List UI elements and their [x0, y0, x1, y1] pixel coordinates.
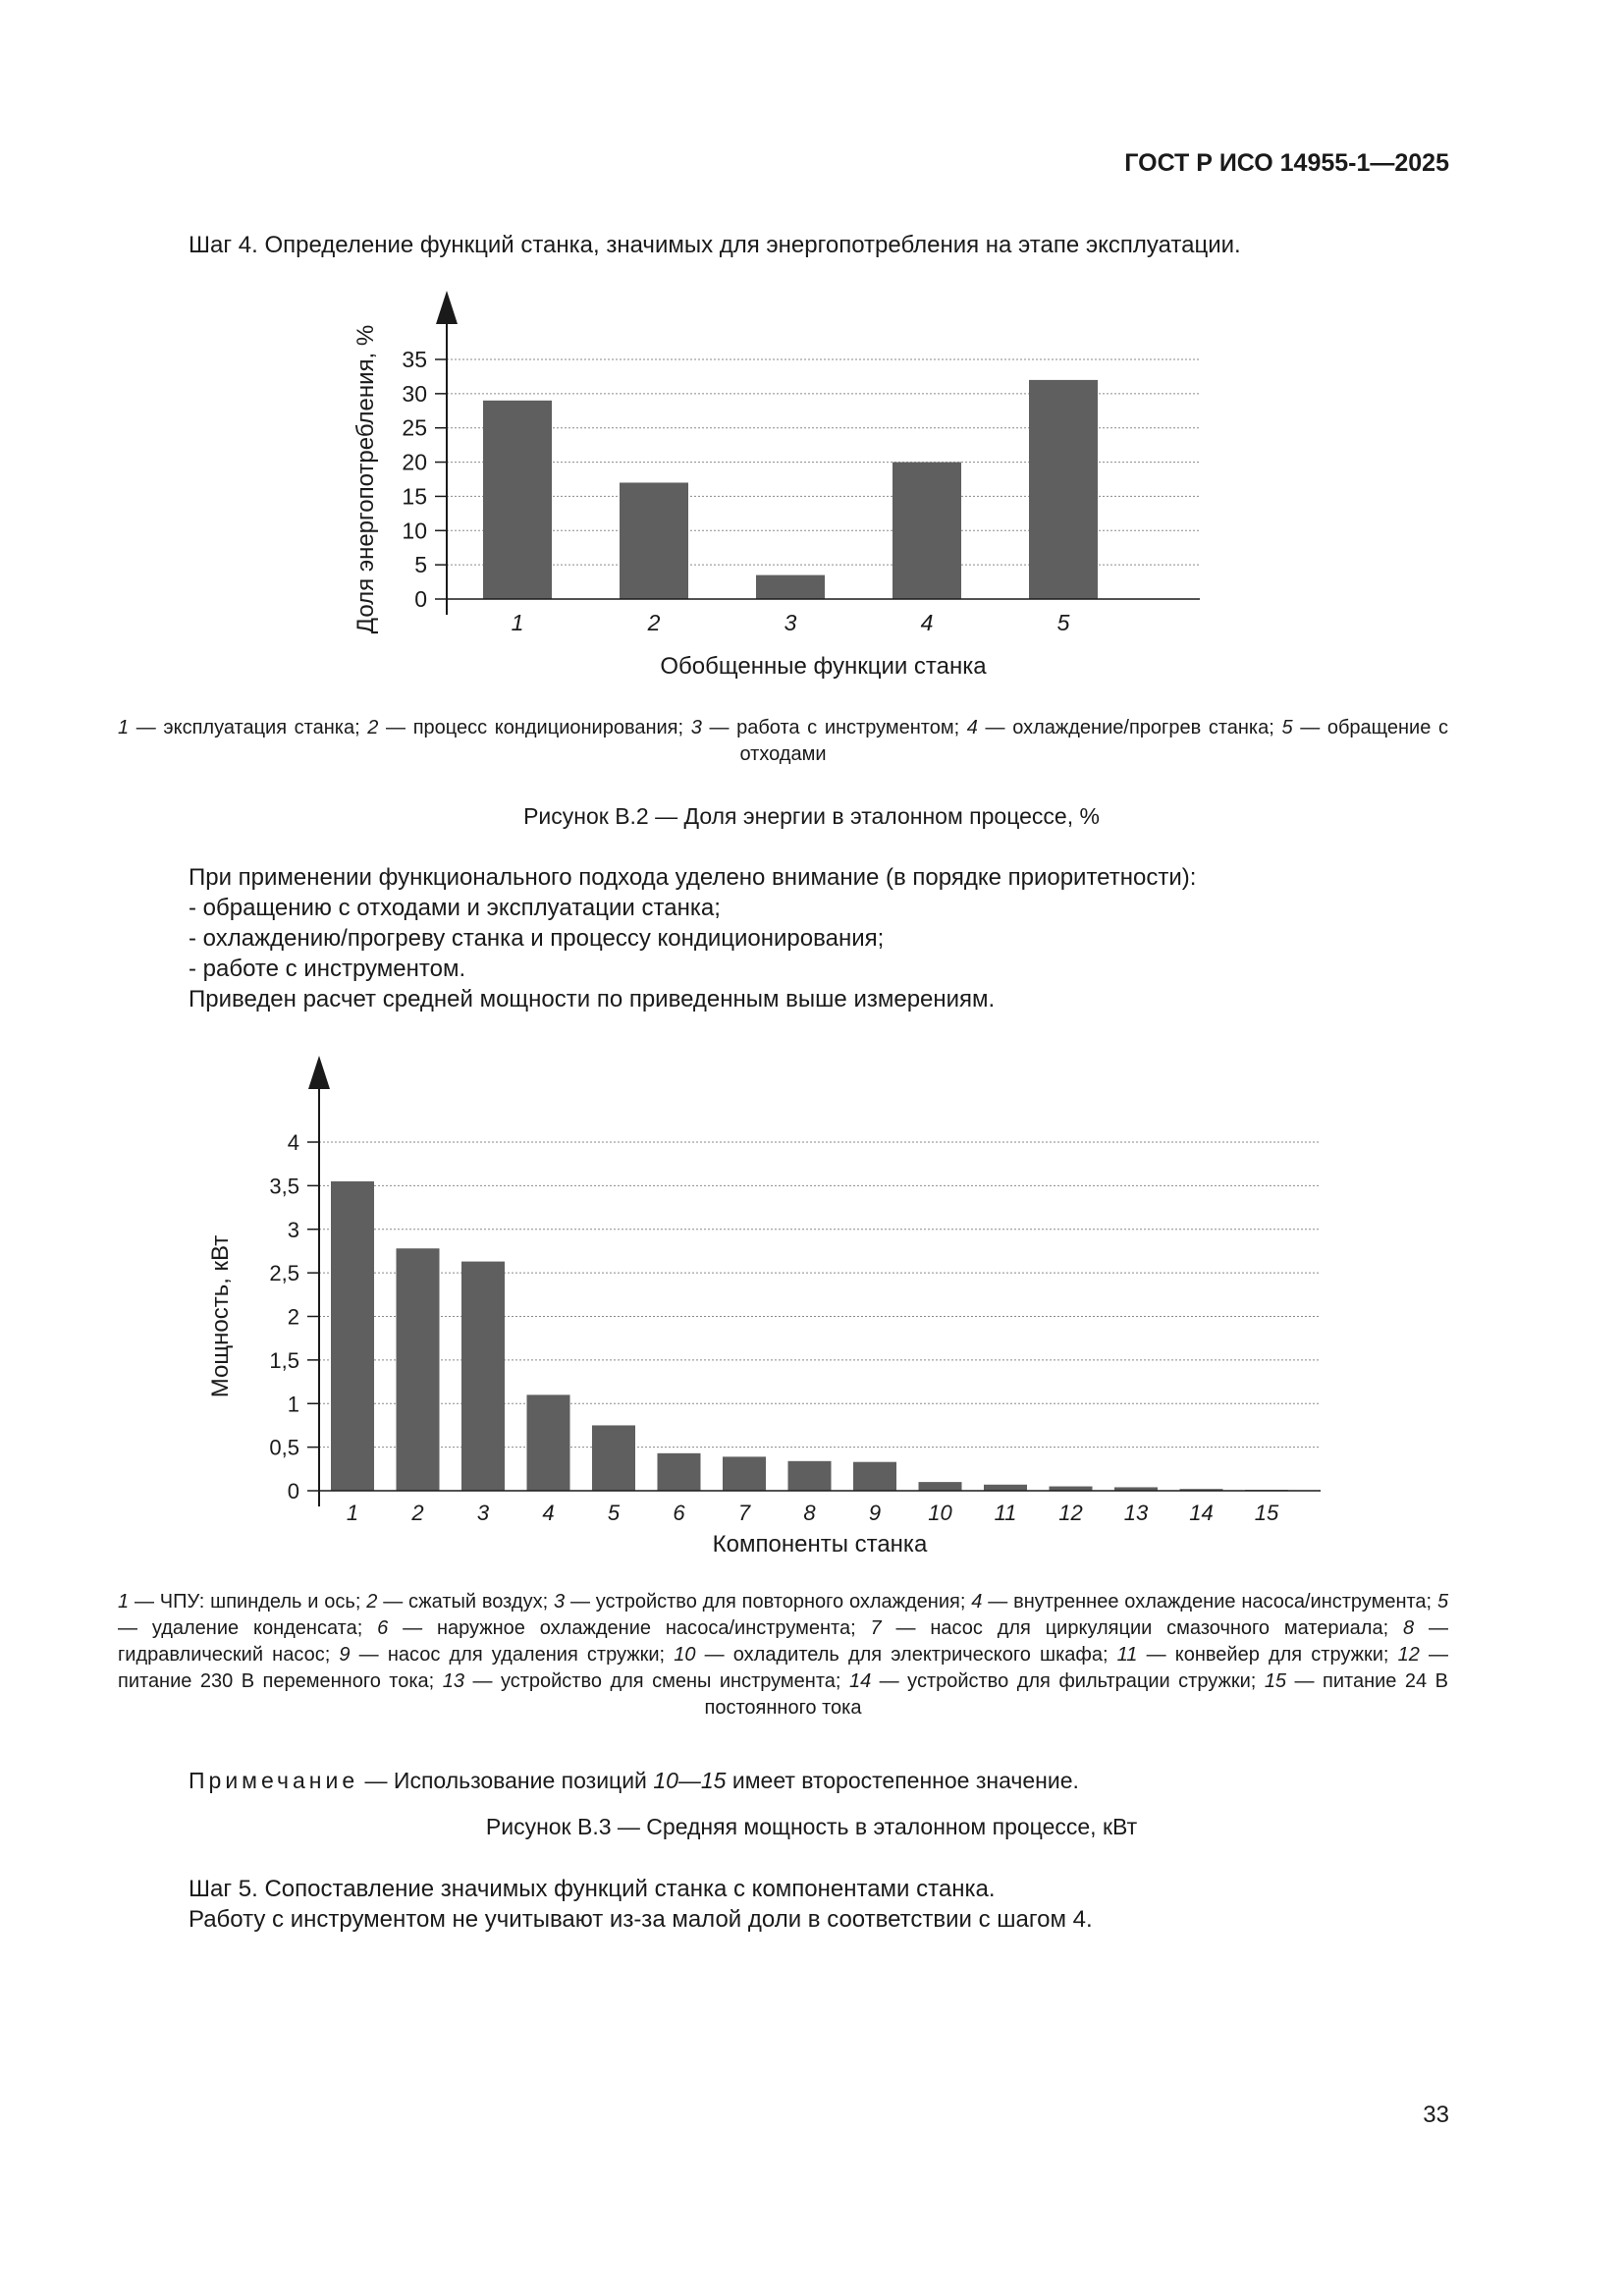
- legend-text: насос для удаления стружки;: [387, 1644, 666, 1666]
- legend-number: 8: [1402, 1617, 1415, 1639]
- y-tick-label: 2,5: [269, 1261, 299, 1286]
- y-tick-label: 4: [287, 1130, 299, 1155]
- step4-heading: Шаг 4. Определение функций станка, значимых для энергопотребления на этапе эксплуатации.: [189, 232, 1241, 258]
- x-tick-label: 1: [346, 1501, 359, 1525]
- legend-text: сжатый воздух;: [408, 1591, 549, 1613]
- legend-text: питание 230 В переменного тока;: [118, 1670, 435, 1692]
- x-tick-label: 5: [1056, 610, 1070, 635]
- legend-number: 1: [118, 717, 130, 738]
- bar: [397, 1248, 440, 1491]
- bar: [331, 1181, 374, 1491]
- bar: [461, 1262, 505, 1491]
- bar: [756, 575, 825, 599]
- y-tick-label: 3: [287, 1217, 299, 1242]
- y-tick-label: 30: [402, 380, 427, 407]
- paragraph-line: При применении функционального подхода уделено внимание (в порядке приоритетности):: [189, 864, 1197, 891]
- x-tick-label: 2: [411, 1501, 424, 1525]
- bar: [527, 1394, 570, 1491]
- legend-number: 9: [339, 1644, 351, 1666]
- y-tick-label: 2: [287, 1304, 299, 1330]
- bar: [658, 1453, 701, 1491]
- y-tick-label: 1,5: [269, 1347, 299, 1373]
- x-axis-label: Обобщенные функции станка: [660, 653, 987, 680]
- legend-text: гидравлический насос;: [118, 1644, 331, 1666]
- document-header: ГОСТ Р ИСО 14955-1—2025: [1124, 149, 1449, 177]
- y-axis-arrow-icon: [436, 291, 458, 324]
- x-tick-label: 3: [784, 610, 797, 635]
- bar: [592, 1425, 635, 1491]
- figure-b3-caption: Рисунок В.3 — Средняя мощность в эталонном процессе, кВт: [485, 1814, 1138, 1839]
- legend-text: ЧПУ: шпиндель и ось;: [159, 1591, 361, 1613]
- note-text: — Использование позиций: [358, 1768, 654, 1793]
- x-tick-label: 14: [1189, 1501, 1214, 1525]
- y-tick-label: 3,5: [269, 1174, 299, 1199]
- paragraph-line: - работе с инструментом.: [189, 956, 466, 982]
- x-tick-label: 6: [673, 1501, 685, 1525]
- legend-number: 15: [1264, 1670, 1287, 1692]
- figure-b3-note: [189, 1768, 1079, 1794]
- bar: [893, 463, 961, 599]
- legend-text: обращение с отходами: [739, 717, 1448, 765]
- bar: [853, 1462, 896, 1491]
- y-tick-label: 0: [287, 1479, 299, 1503]
- y-tick-label: 0: [414, 586, 427, 612]
- legend-text: питание 24 В постоянного тока: [704, 1670, 1448, 1719]
- legend-number: 4: [966, 717, 978, 738]
- x-tick-label: 12: [1058, 1501, 1083, 1525]
- legend-number: 2: [367, 717, 379, 738]
- legend-number: 5: [1281, 717, 1293, 738]
- bar: [723, 1456, 766, 1491]
- x-tick-label: 11: [994, 1501, 1017, 1525]
- note-range: 10—15: [653, 1768, 727, 1793]
- x-tick-label: 7: [737, 1501, 751, 1525]
- legend-number: 6: [377, 1617, 389, 1639]
- legend-text: работа с инструментом;: [736, 717, 960, 738]
- y-tick-label: 10: [402, 518, 427, 544]
- legend-text: удаление конденсата;: [151, 1617, 363, 1639]
- x-tick-label: 4: [542, 1501, 555, 1525]
- x-tick-label: 1: [511, 610, 524, 635]
- legend-number: 2: [366, 1591, 378, 1613]
- legend-text: внутреннее охлаждение насоса/инструмента;: [1013, 1591, 1433, 1613]
- bar: [984, 1485, 1027, 1491]
- paragraph-line: Приведен расчет средней мощности по приведенным выше измерениям.: [189, 986, 996, 1012]
- x-tick-label: 8: [803, 1501, 816, 1525]
- legend-number: 7: [870, 1617, 882, 1639]
- x-tick-label: 4: [920, 610, 934, 635]
- note-text: имеет второстепенное значение.: [726, 1768, 1079, 1793]
- priority-paragraph: [189, 862, 1196, 1014]
- legend-text: эксплуатация станка;: [163, 717, 360, 738]
- paragraph-line: Шаг 5. Сопоставление значимых функций станка с компонентами станка.: [189, 1876, 996, 1902]
- legend-text: устройство для повторного охлаждения;: [595, 1591, 966, 1613]
- x-tick-label: 15: [1254, 1501, 1279, 1525]
- figure-b2-caption: Рисунок В.2 — Доля энергии в эталонном процессе, %: [523, 803, 1100, 829]
- y-tick-label: 5: [414, 552, 427, 578]
- y-tick-label: 0,5: [269, 1435, 299, 1460]
- y-tick-label: 1: [287, 1392, 299, 1417]
- bar: [620, 482, 688, 599]
- legend-text: охладитель для электрического шкафа;: [732, 1644, 1109, 1666]
- legend-number: 1: [118, 1591, 130, 1613]
- legend-number: 3: [553, 1591, 566, 1613]
- figure-b2-legend: 1 — эксплуатация станка; 2 — процесс кондиционирования; 3 — работа с инструментом; 4 — охлаждение/прогрев станка; 5 — обращение с отходами: [118, 717, 1448, 765]
- y-tick-label: 25: [402, 414, 427, 441]
- legend-text: конвейер для стружки;: [1174, 1644, 1389, 1666]
- y-tick-label: 15: [402, 483, 427, 510]
- legend-text: процесс кондиционирования;: [412, 717, 684, 738]
- y-axis-label: Мощность, кВт: [207, 1234, 234, 1398]
- bar: [483, 401, 552, 599]
- legend-number: 5: [1436, 1591, 1449, 1613]
- paragraph-line: - обращению с отходами и эксплуатации станка;: [189, 895, 721, 921]
- bar: [1029, 380, 1098, 599]
- paragraph-line: - охлаждению/прогреву станка и процессу кондиционирования;: [189, 925, 885, 952]
- x-tick-label: 3: [476, 1501, 490, 1525]
- legend-number: 3: [690, 717, 702, 738]
- page-number: 33: [1423, 2102, 1449, 2128]
- legend-text: устройство для смены инструмента;: [500, 1670, 841, 1692]
- y-axis-label: Доля энергопотребления, %: [352, 324, 379, 634]
- figure-b3-legend: 1 — ЧПУ: шпиндель и ось; 2 — сжатый воздух; 3 — устройство для повторного охлаждения; 4 — внутреннее охлаждение насоса/инструмента; 5 — удаление конденсата; 6 — наружное охлаждение насоса/инструмента; 7 — насос для циркуляции смазочного материала; 8 — гидравлический насос; 9 — насос для удаления стружки; 10 — охладитель для электрического шкафа; 11 — конвейер для стружки; 12 — питание 230 В переменного тока; 13 — устройство для смены инструмента; 14 — устройство для фильтрации стружки; 15 — питание 24 В постоянного тока: [118, 1591, 1449, 1719]
- x-tick-label: 10: [928, 1501, 952, 1525]
- legend-text: насос для циркуляции смазочного материала;: [930, 1617, 1389, 1639]
- legend-number: 12: [1397, 1644, 1420, 1666]
- x-tick-label: 5: [607, 1501, 621, 1525]
- legend-number: 13: [442, 1670, 464, 1692]
- x-tick-label: 13: [1123, 1501, 1149, 1525]
- note-prefix: Примечание: [189, 1768, 359, 1793]
- bar: [919, 1482, 962, 1491]
- legend-number: 4: [971, 1591, 983, 1613]
- y-tick-label: 20: [402, 449, 427, 475]
- step5-paragraph: [189, 1874, 1093, 1935]
- legend-text: наружное охлаждение насоса/инструмента;: [436, 1617, 856, 1639]
- x-axis-label: Компоненты станка: [712, 1531, 928, 1558]
- legend-text: устройство для фильтрации стружки;: [907, 1670, 1257, 1692]
- legend-text: охлаждение/прогрев станка;: [1012, 717, 1274, 738]
- y-tick-label: 35: [402, 347, 427, 372]
- x-tick-label: 2: [647, 610, 661, 635]
- legend-number: 14: [848, 1670, 872, 1692]
- legend-number: 11: [1116, 1644, 1138, 1666]
- paragraph-line: Работу с инструментом не учитывают из-за малой доли в соответствии с шагом 4.: [189, 1906, 1093, 1933]
- bar: [788, 1461, 832, 1491]
- y-axis-arrow-icon: [308, 1056, 330, 1089]
- legend-number: 10: [674, 1644, 696, 1666]
- x-tick-label: 9: [868, 1501, 882, 1525]
